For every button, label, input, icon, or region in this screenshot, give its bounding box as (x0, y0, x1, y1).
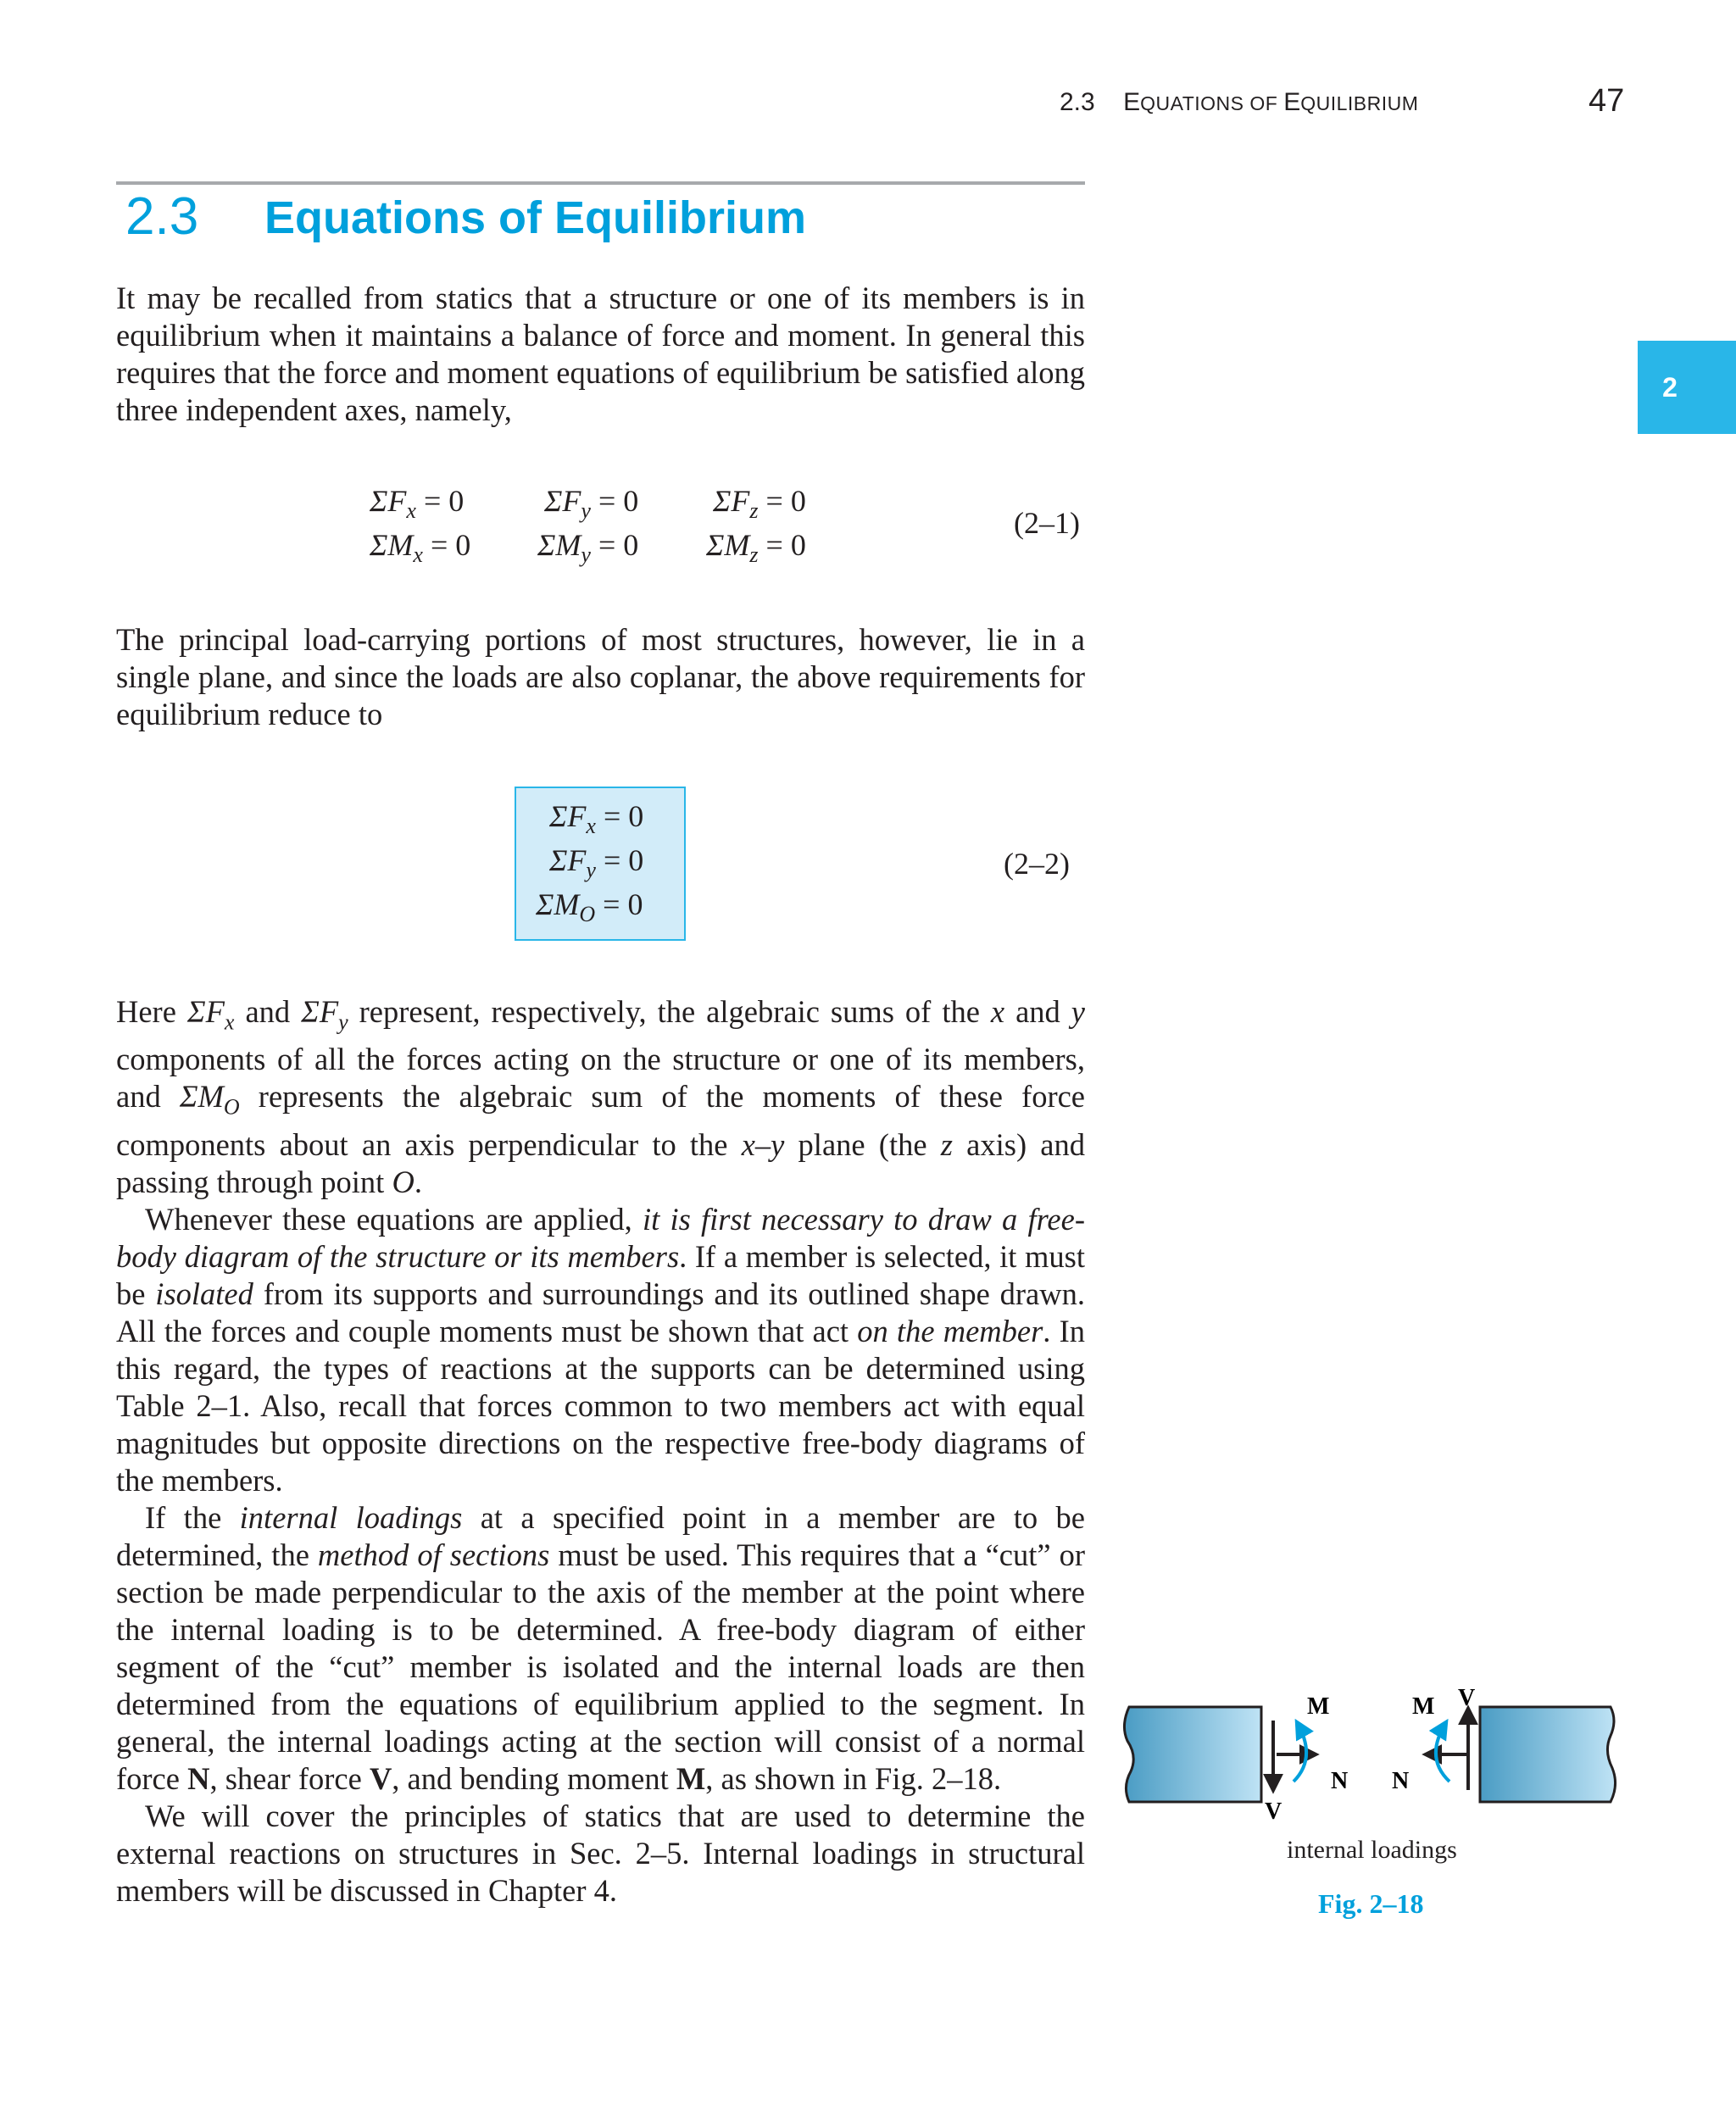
header-section-number: 2.3 (1060, 88, 1095, 116)
eq-2-2-row2: $\Sigma F_y = 0$ (549, 843, 644, 882)
eq-2-1-row2-col3: $\Sigma M_z = 0$ (706, 528, 806, 567)
paragraph-here: Here $\Sigma F_x$ and $\Sigma F_y$ represent, respectively, the algebraic sums of the x and y components of all the forces acting on the structure or one of its members, and $\Sigma M_O$ represents the algebraic sum of the moments of these force components about an axis perpendicular to the x–y plane (the z axis) and passing through point O. (116, 994, 1086, 1199)
paragraph-internal-loadings: If the internal loadings at a specified point in a member are to be determined, the method of sections must be used. This requires that a “cut” or section be made perpendicular to the axis of the member at the point where the internal loading is to be determined. A free-body diagram of either segment of the “cut” member is isolated and the internal loads are then determined from the equations of equilibrium applied to the segment. In general, the internal loadings acting at the section will consist of a normal force N, shear force V, and bending moment M, as shown in Fig. 2–18. (116, 1499, 1085, 1796)
paragraph-block (116, 993, 1085, 1910)
chapter-tab-label: 2 (1662, 371, 1678, 403)
section-title: Equations of Equilibrium (264, 192, 806, 243)
label-m-right: M (1412, 1693, 1435, 1720)
page-number: 47 (1589, 83, 1625, 119)
eq-2-2-number: (2–2) (1004, 847, 1070, 881)
figure-caption: internal loadings (1287, 1836, 1457, 1864)
eq-2-2-row3: $\Sigma M_O = 0$ (536, 887, 643, 926)
label-n-right: N (1392, 1768, 1410, 1794)
figure-label: Fig. 2–18 (1318, 1888, 1424, 1919)
eq-2-1-row1-col2: $\Sigma F_y = 0$ (544, 484, 639, 523)
eq-2-2-row1: $\Sigma F_x = 0$ (549, 799, 644, 838)
moment-arrow-right (1436, 1722, 1449, 1782)
eq-2-1-row2-col1: $\Sigma M_x = 0$ (370, 528, 471, 567)
paragraph-coplanar (116, 621, 1085, 733)
eq-2-1-row1-col1: $\Sigma F_x = 0$ (370, 484, 465, 523)
header-title-part: E (1283, 88, 1301, 116)
section-number: 2.3 (125, 187, 199, 246)
moment-arrow-left (1294, 1722, 1306, 1782)
paragraph-intro (116, 280, 1085, 429)
running-header (1060, 88, 1418, 117)
section-rule (116, 181, 1085, 185)
paragraph-text: The principal load-carrying portions of most structures, however, lie in a single plane, and since the loads are also coplanar, the above requirements for equilibrium reduce to (116, 622, 1085, 731)
header-title-part: E (1123, 88, 1141, 116)
chapter-tab (1638, 341, 1736, 434)
label-v-right: V (1458, 1687, 1476, 1711)
right-beam-segment (1480, 1707, 1616, 1802)
figure-internal-loadings (1119, 1687, 1628, 1822)
label-m-left: M (1307, 1693, 1330, 1720)
left-beam-segment (1124, 1707, 1261, 1802)
header-title-part: QUILIBRIUM (1300, 92, 1419, 114)
paragraph-text: It may be recalled from statics that a structure or one of its members is in equilibrium when it maintains a balance of force and moment. In general this requires that the force and moment equations of equilibrium be satisfied along three independent axes, namely, (116, 281, 1085, 427)
eq-2-1-row1-col3: $\Sigma F_z = 0$ (713, 484, 806, 523)
eq-2-1-number: (2–1) (1014, 506, 1080, 540)
paragraph-statics: We will cover the principles of statics that are used to determine the external reactions on structures in Sec. 2–5. Internal loadings in structural members will be discussed in Chapter 4. (116, 1798, 1085, 1908)
paragraph-free-body: Whenever these equations are applied, it is first necessary to draw a free-body diagram of the structure or its members. If a member is selected, it must be isolated from its supports and surroundings and its outlined shape drawn. All the forces and couple moments must be shown that act on the member. In this regard, the types of reactions at the supports can be determined using Table 2–1. Also, recall that forces common to two members act with equal magnitudes but opposite directions on the respective free-body diagrams of the members. (116, 1201, 1086, 1498)
label-v-left: V (1265, 1798, 1283, 1822)
eq-2-1-row2-col2: $\Sigma M_y = 0$ (537, 528, 639, 567)
header-title-part: QUATIONS OF (1140, 92, 1284, 114)
label-n-left: N (1331, 1768, 1349, 1794)
